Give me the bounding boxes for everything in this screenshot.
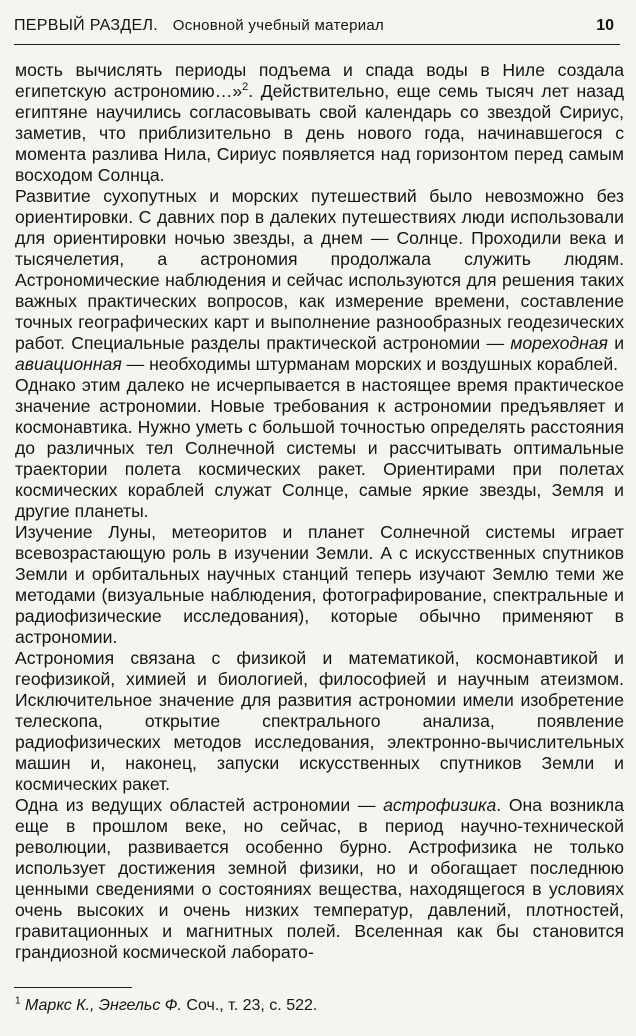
footnote-marker: 1: [15, 995, 21, 1007]
section-subtitle: Основной учебный материал: [172, 17, 385, 34]
footnote: [15, 996, 615, 1016]
paragraph-6: [15, 795, 624, 963]
term-aviation: авиационная: [15, 354, 122, 374]
footnote-divider: [14, 987, 132, 988]
footnote-authors: Маркс К., Энгельс Ф.: [25, 997, 182, 1014]
paragraph-5: Астрономия связана с физикой и математикой, космонавтикой и геофизикой, химией и биологией, философией и научным атеизмом. Исключительное значение для развития астрономии имели изобретение телескопа, открытие спектрального анализа, появление радиофизических методов исследования, электронно-вычислительных машин и, наконец, запуски искусственных спутников Земли и космических ракет.: [15, 648, 624, 794]
section-title: ПЕРВЫЙ РАЗДЕЛ.: [14, 17, 159, 34]
footnote-ref: 2: [242, 81, 249, 94]
paragraph-3: Однако этим далеко не исчерпывается в настоящее время практическое значение астрономии. Новые требования к астрономии предъявляет и космонавтика. Нужно уметь с большой точностью определять расстояния до различных тел Солнечной системы и рассчитывать оптимальные траектории полета космических ракет. Ориентирами при полетах космических кораблей служат Солнце, самые яркие звезды, Земля и другие планеты.: [15, 375, 624, 521]
paragraph-2: [15, 186, 624, 375]
paragraph-1-text-b: . Действительно, еще семь тысяч лет назад египтяне научились согласовывать свой календарь со звездой Сириус, заметив, что приблизительно в день нового года, начинавшегося с момента разлива Нила, Сириус появляется над горизонтом перед самым восходом Солнца.: [15, 81, 624, 185]
paragraph-6-text-a: Одна из ведущих областей астрономии —: [15, 795, 376, 815]
paragraph-4: Изучение Луны, метеоритов и планет Солнечной системы играет всевозрастающую роль в изучении Земли. А с искусственных спутников Земли и орбитальных научных станций теперь изучают Землю теми же методами (визуальные наблюдения, фотографирование, спектральные и радиофизические исследования), которые обычно применяют в астрономии.: [15, 522, 624, 647]
term-marine: мореходная: [510, 333, 608, 353]
term-astrophysics: астрофизика: [383, 795, 497, 815]
paragraph-2-text-b: — необходимы штурманам морских и воздушных кораблей.: [126, 354, 619, 374]
paragraph-2-text-a: Развитие сухопутных и морских путешествий было невозможно без ориентировки. С давних пор в далеких путешествиях люди использовали для ориентировки ночью звезды, а днем — Солнце. Проходили века и тысячелетия, а астрономия продолжала служить людям. Астрономические наблюдения и сейчас используются для решения таких важных практических вопросов, как измерение времени, составление точных географических карт и выполнение разнообразных геодезических работ. Специальные разделы практической астрономии —: [15, 186, 624, 353]
conjunction: и: [614, 333, 624, 353]
paragraph-6-text-b: . Она возникла еще в прошлом веке, но сейчас, в период научно-технической революции, развивается особенно бурно. Астрофизика не только использует достижения земной физики, но и обогащает последнюю ценными сведениями о состояниях вещества, находящегося в условиях очень высоких и очень низких температур, давлений, плотностей, гравитационных и магнитных полей. Вселенная как бы становится грандиозной космической лаборато-: [15, 795, 624, 962]
page-number: 10: [596, 17, 614, 34]
main-text: [15, 60, 624, 978]
header-left: [14, 17, 384, 35]
footnote-citation: Соч., т. 23, с. 522.: [186, 997, 318, 1014]
paragraph-1: [15, 60, 624, 186]
running-header: [14, 8, 620, 45]
paragraph-1-text-a: мость вычислять периоды подъема и спада воды в Ниле создала египетскую астрономию…»: [15, 60, 624, 101]
